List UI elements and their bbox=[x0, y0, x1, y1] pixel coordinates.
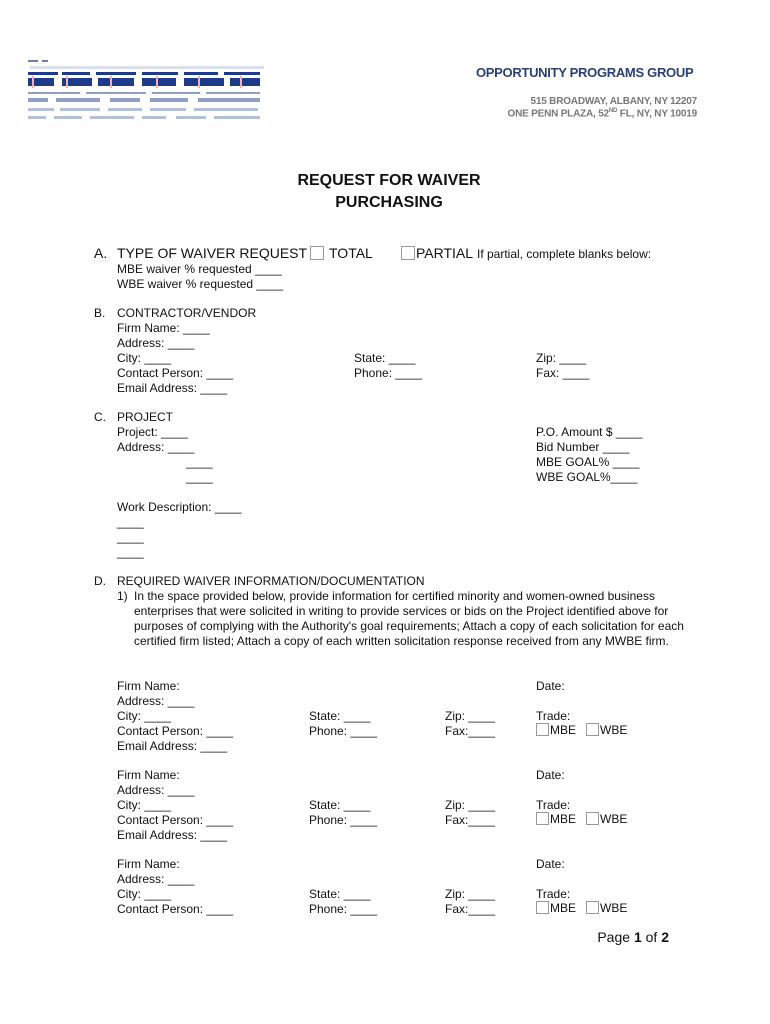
total-label: TOTAL bbox=[329, 245, 373, 261]
firm-address-field[interactable]: Address: ____ bbox=[117, 694, 195, 708]
vendor-zip-field[interactable]: Zip: ____ bbox=[536, 351, 587, 365]
mbe-waiver-field[interactable]: MBE waiver % requested ____ bbox=[117, 262, 282, 276]
form-title: REQUEST FOR WAIVER bbox=[297, 172, 481, 189]
work-description-line-4[interactable]: ____ bbox=[117, 545, 144, 559]
section-c-letter: C. bbox=[94, 410, 106, 424]
wbe-waiver-field[interactable]: WBE waiver % requested ____ bbox=[117, 277, 284, 291]
firm-city-field[interactable]: City: ____ bbox=[117, 709, 172, 723]
wbe-checkbox[interactable] bbox=[586, 901, 599, 914]
firm-name-field[interactable]: Firm Name: bbox=[117, 768, 180, 782]
firm-state-field[interactable]: State: ____ bbox=[309, 798, 371, 812]
section-a-letter: A. bbox=[94, 245, 108, 261]
section-d-item-number: 1) bbox=[117, 589, 128, 603]
vendor-state-field[interactable]: State: ____ bbox=[354, 351, 416, 365]
firm-contact-field[interactable]: Contact Person: ____ bbox=[117, 813, 234, 827]
firm-city-field[interactable]: City: ____ bbox=[117, 798, 172, 812]
firm-phone-field[interactable]: Phone: ____ bbox=[309, 902, 378, 916]
wbe-option[interactable]: WBE bbox=[586, 901, 627, 915]
firm-phone-field[interactable]: Phone: ____ bbox=[309, 724, 378, 738]
project-address-line-3[interactable]: ____ bbox=[186, 470, 213, 484]
firm-fax-field[interactable]: Fax:____ bbox=[445, 813, 496, 827]
address-line-1: 515 BROADWAY, ALBANY, NY 12207 bbox=[530, 96, 697, 107]
firm-address-field[interactable]: Address: ____ bbox=[117, 872, 195, 886]
office-logo bbox=[26, 58, 264, 124]
firm-name-field[interactable]: Firm Name: bbox=[117, 857, 180, 871]
wbe-checkbox[interactable] bbox=[586, 812, 599, 825]
project-address-line-2[interactable]: ____ bbox=[186, 455, 213, 469]
vendor-phone-field[interactable]: Phone: ____ bbox=[354, 366, 423, 380]
date-field[interactable]: Date: bbox=[536, 679, 565, 693]
firm-contact-field[interactable]: Contact Person: ____ bbox=[117, 902, 234, 916]
firm-zip-field[interactable]: Zip: ____ bbox=[445, 798, 496, 812]
vendor-fax-field[interactable]: Fax: ____ bbox=[536, 366, 590, 380]
po-amount-field[interactable]: P.O. Amount $ ____ bbox=[536, 425, 643, 439]
mbe-option[interactable]: MBE bbox=[536, 812, 576, 826]
vendor-email-field[interactable]: Email Address: ____ bbox=[117, 381, 228, 395]
firm-fax-field[interactable]: Fax:____ bbox=[445, 902, 496, 916]
firm-state-field[interactable]: State: ____ bbox=[309, 887, 371, 901]
page-number: Page 1 of 2 bbox=[597, 929, 669, 945]
trade-label: Trade: bbox=[536, 709, 571, 723]
project-name-field[interactable]: Project: ____ bbox=[117, 425, 188, 439]
section-d-letter: D. bbox=[94, 574, 106, 588]
address-line-2: ONE PENN PLAZA, 52ND FL, NY, NY 10019 bbox=[507, 108, 697, 120]
firm-state-field[interactable]: State: ____ bbox=[309, 709, 371, 723]
wbe-checkbox[interactable] bbox=[586, 723, 599, 736]
vendor-contact-field[interactable]: Contact Person: ____ bbox=[117, 366, 234, 380]
work-description-field[interactable]: Work Description: ____ bbox=[117, 500, 242, 514]
mbe-option[interactable]: MBE bbox=[536, 901, 576, 915]
project-address-field[interactable]: Address: ____ bbox=[117, 440, 195, 454]
section-d-instructions: In the space provided below, provide information for certified minority and women-owned business enterprises that were solicited in writing to provide services or bids on the Project identified above for purposes of complying with the Authority's goal requirements; Attach a copy of each solicitation for each certified firm listed; Attach a copy of each written solicitation response received from any MWBE firm. bbox=[134, 589, 684, 648]
section-c-heading: PROJECT bbox=[117, 410, 174, 424]
firm-contact-field[interactable]: Contact Person: ____ bbox=[117, 724, 234, 738]
date-field[interactable]: Date: bbox=[536, 768, 565, 782]
vendor-firm-name-field[interactable]: Firm Name: ____ bbox=[117, 321, 210, 335]
partial-checkbox[interactable] bbox=[401, 246, 415, 260]
wbe-option[interactable]: WBE bbox=[586, 812, 627, 826]
bid-number-field[interactable]: Bid Number ____ bbox=[536, 440, 630, 454]
mbe-checkbox[interactable] bbox=[536, 723, 549, 736]
work-description-line-2[interactable]: ____ bbox=[117, 515, 144, 529]
mbe-checkbox[interactable] bbox=[536, 901, 549, 914]
mbe-option[interactable]: MBE bbox=[536, 723, 576, 737]
wbe-option[interactable]: WBE bbox=[586, 723, 627, 737]
mbe-goal-field[interactable]: MBE GOAL% ____ bbox=[536, 455, 640, 469]
form-subtitle: PURCHASING bbox=[335, 194, 443, 211]
work-description-line-3[interactable]: ____ bbox=[117, 530, 144, 544]
firm-zip-field[interactable]: Zip: ____ bbox=[445, 887, 496, 901]
firm-city-field[interactable]: City: ____ bbox=[117, 887, 172, 901]
mbe-checkbox[interactable] bbox=[536, 812, 549, 825]
vendor-city-field[interactable]: City: ____ bbox=[117, 351, 172, 365]
firm-phone-field[interactable]: Phone: ____ bbox=[309, 813, 378, 827]
date-field[interactable]: Date: bbox=[536, 857, 565, 871]
section-b-heading: CONTRACTOR/VENDOR bbox=[117, 306, 257, 320]
organization-name: OPPORTUNITY PROGRAMS GROUP bbox=[476, 65, 694, 80]
total-checkbox[interactable] bbox=[310, 246, 324, 260]
trade-label: Trade: bbox=[536, 798, 571, 812]
firm-address-field[interactable]: Address: ____ bbox=[117, 783, 195, 797]
firm-email-field[interactable]: Email Address: ____ bbox=[117, 739, 228, 753]
wbe-goal-field[interactable]: WBE GOAL%____ bbox=[536, 470, 638, 484]
partial-note: If partial, complete blanks below: bbox=[477, 247, 652, 261]
partial-label: PARTIAL bbox=[416, 245, 474, 261]
firm-fax-field[interactable]: Fax:____ bbox=[445, 724, 496, 738]
firm-name-field[interactable]: Firm Name: bbox=[117, 679, 180, 693]
section-a-heading: TYPE OF WAIVER REQUEST bbox=[117, 245, 308, 261]
firm-email-field[interactable]: Email Address: ____ bbox=[117, 828, 228, 842]
section-b-letter: B. bbox=[94, 306, 106, 320]
section-d-heading: REQUIRED WAIVER INFORMATION/DOCUMENTATION bbox=[117, 574, 425, 588]
trade-label: Trade: bbox=[536, 887, 571, 901]
vendor-address-field[interactable]: Address: ____ bbox=[117, 336, 195, 350]
firm-zip-field[interactable]: Zip: ____ bbox=[445, 709, 496, 723]
